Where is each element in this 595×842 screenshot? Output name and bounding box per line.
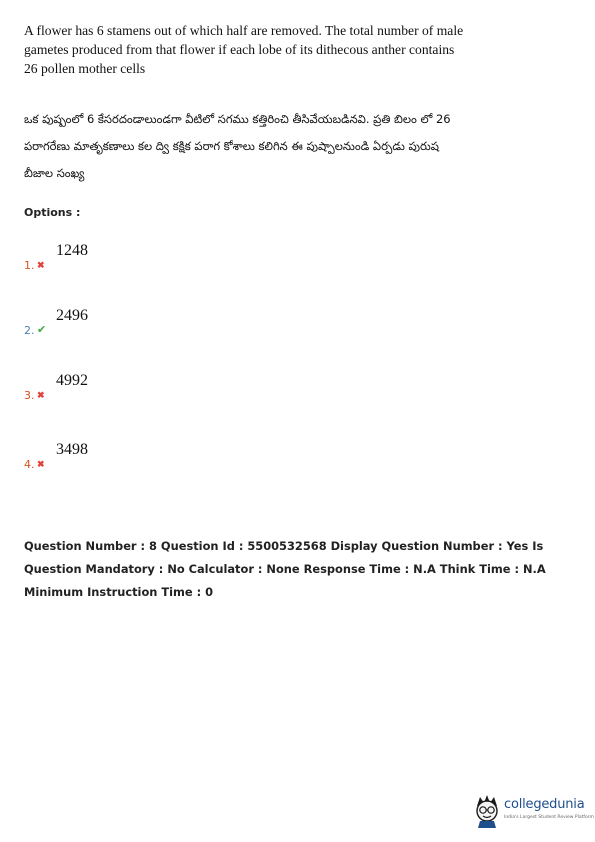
question-text-telugu: ఒక పుష్పంలో 6 కేసరదండాలుండగా వీటిలో సగము కత్తిరించి తీసివేయబడినవి. ప్రతి బిలం లో 26 పరాగరేణు మాతృకణాలు కల ద్వి కక్షిక పరాగ కోశాలు కలిగిన ఈ పుష్పాలనుండి ఏర్పడు పురుష బీజాల సంఖ్య: [24, 112, 451, 180]
question-text-english: A flower has 6 stamens out of which half are removed. The total number of male gametes produced from that flower if each lobe of its dithecous anther contains 26 pollen mother cells: [24, 23, 464, 76]
cross-icon: ✖: [37, 260, 45, 270]
option-number: 2.: [24, 324, 35, 337]
collegedunia-logo: [472, 794, 594, 828]
option-number: 1.: [24, 259, 35, 272]
option-number: 4.: [24, 458, 35, 471]
options-label: Options :: [24, 206, 81, 219]
logo-tagline: India's Largest Student Review Platform: [504, 815, 594, 820]
option-value: 4992: [56, 372, 88, 389]
cross-icon: ✖: [37, 459, 45, 469]
cross-icon: ✖: [37, 390, 45, 400]
option-value: 1248: [56, 242, 88, 259]
option-value: 3498: [56, 441, 88, 458]
check-icon: ✔: [37, 324, 47, 336]
option-number: 3.: [24, 389, 35, 402]
question-metadata: Question Number : 8 Question Id : 5500532568 Display Question Number : Yes Is Question Mandatory : No Calculator : None Response Time : N.A Think Time : N.A Minimum Instruction Time : 0: [24, 539, 546, 599]
mascot-icon: [472, 794, 502, 828]
option-value: 2496: [56, 307, 88, 324]
logo-wordmark: collegedunia: [504, 797, 585, 812]
